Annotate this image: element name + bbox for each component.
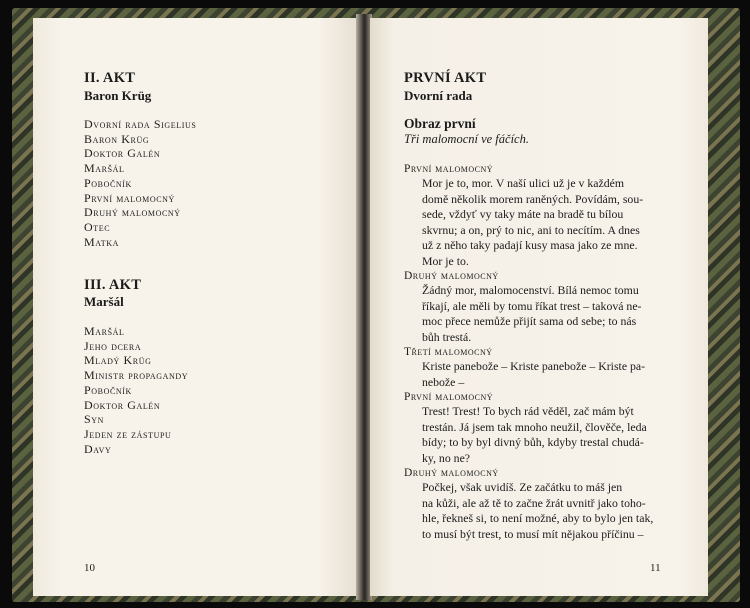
cast-item: Davy [84, 441, 112, 456]
cast-item: Ministr propagandy [84, 368, 189, 383]
dialogue-line: domě několik morem raněných. Povídám, sou- [422, 191, 644, 206]
speaker-name: Třetí malomocný [404, 346, 493, 358]
left-page-number: 10 [84, 562, 95, 574]
dialogue-line: skvrnu; a on, prý to nic, ani to necítím. A dnes [422, 222, 640, 237]
dialogue-line: nebože – [422, 374, 465, 389]
dialogue-line: Kriste panebože – Kriste panebože – Kriste pa- [422, 359, 646, 373]
dialogue-block [404, 345, 704, 390]
dialogue-line: to musí být trest, to musí mít nějakou příčinu – [422, 526, 644, 541]
dialogue-line: Mor je to, mor. V naší ulici už je v každém [422, 176, 625, 190]
cast-item: Maršál [84, 324, 125, 338]
dialogue-line: moc přece nemůže přijít sama od sebe; to nás [422, 314, 637, 328]
dialogue-line: ky, no ne? [422, 450, 471, 465]
dialogue-line: trestán. Já jsem tak mnoho neužil, člověče, leda [422, 419, 647, 434]
dialogue-line: říkají, ale měli by tomu říkat trest – taková ne- [422, 298, 642, 313]
left-page [33, 18, 358, 596]
act3-subtitle: Maršál [84, 294, 124, 309]
cast-item: Doktor Galén [84, 397, 161, 412]
speaker-name: Druhý malomocný [404, 467, 499, 479]
right-page [370, 18, 708, 596]
speaker-name: Druhý malomocný [404, 270, 499, 282]
cast-item: Matka [84, 234, 120, 249]
dialogue-line: sede, vždyť vy taky máte na bradě tu bílou [422, 207, 624, 221]
dialogue-line: Počkej, však uvidíš. Ze začátku to máš jen [422, 480, 623, 494]
cast-item: Jeden ze zástupu [84, 426, 172, 441]
cast-item: Pobočník [84, 382, 132, 397]
dialogue-line: hle, řekneš si, to není možné, aby to bylo jen tak, [422, 511, 654, 525]
act3-heading: III. AKT [84, 277, 142, 293]
act3-cast-list [84, 324, 188, 456]
cast-item: První malomocný [84, 190, 175, 205]
cast-item: Jeho dcera [84, 338, 142, 353]
act1-heading: PRVNÍ AKT [404, 70, 487, 86]
cast-item: Baron Krüg [84, 131, 150, 146]
scene-stage-direction: Tři malomocní ve fáčích. [404, 132, 529, 146]
cast-item: Druhý malomocný [84, 205, 181, 220]
dialogue-line: bůh trestá. [422, 329, 472, 344]
dialogue-line: na kůži, ale až tě to začne žrát uvnitř jako toho- [422, 495, 646, 510]
cast-item: Mladý Krüg [84, 353, 152, 368]
dialogue-block [404, 390, 704, 466]
cast-item: Syn [84, 412, 105, 427]
dialogue-block [404, 269, 704, 345]
dialogue-block [404, 162, 704, 269]
cast-item: Maršál [84, 161, 125, 176]
right-page-number: 11 [650, 562, 661, 574]
dialogue [404, 162, 704, 542]
dialogue-line: bídy; to by byl divný bůh, kdyby trestal chudá- [422, 435, 644, 449]
dialogue-block [404, 466, 704, 542]
cast-item: Otec [84, 219, 111, 234]
dialogue-line: Mor je to. [422, 253, 469, 268]
act2-subtitle: Baron Krüg [84, 88, 152, 103]
speaker-name: První malomocný [404, 163, 494, 175]
scene-title: Obraz první [404, 116, 476, 131]
dialogue-line: už z něho taky padají kusy masa jako ze mne. [422, 238, 638, 252]
act2-heading: II. AKT [84, 70, 136, 86]
dialogue-line: Trest! Trest! To bych rád věděl, zač mám být [422, 404, 634, 418]
speaker-name: První malomocný [404, 391, 494, 403]
cast-item: Pobočník [84, 175, 132, 190]
act1-subtitle: Dvorní rada [404, 88, 473, 103]
cast-item: Dvorní rada Sigelius [84, 117, 197, 131]
dialogue-line: Žádný mor, malomocenství. Bílá nemoc tomu [422, 283, 639, 297]
act2-cast-list [84, 117, 196, 249]
cast-item: Doktor Galén [84, 146, 161, 161]
